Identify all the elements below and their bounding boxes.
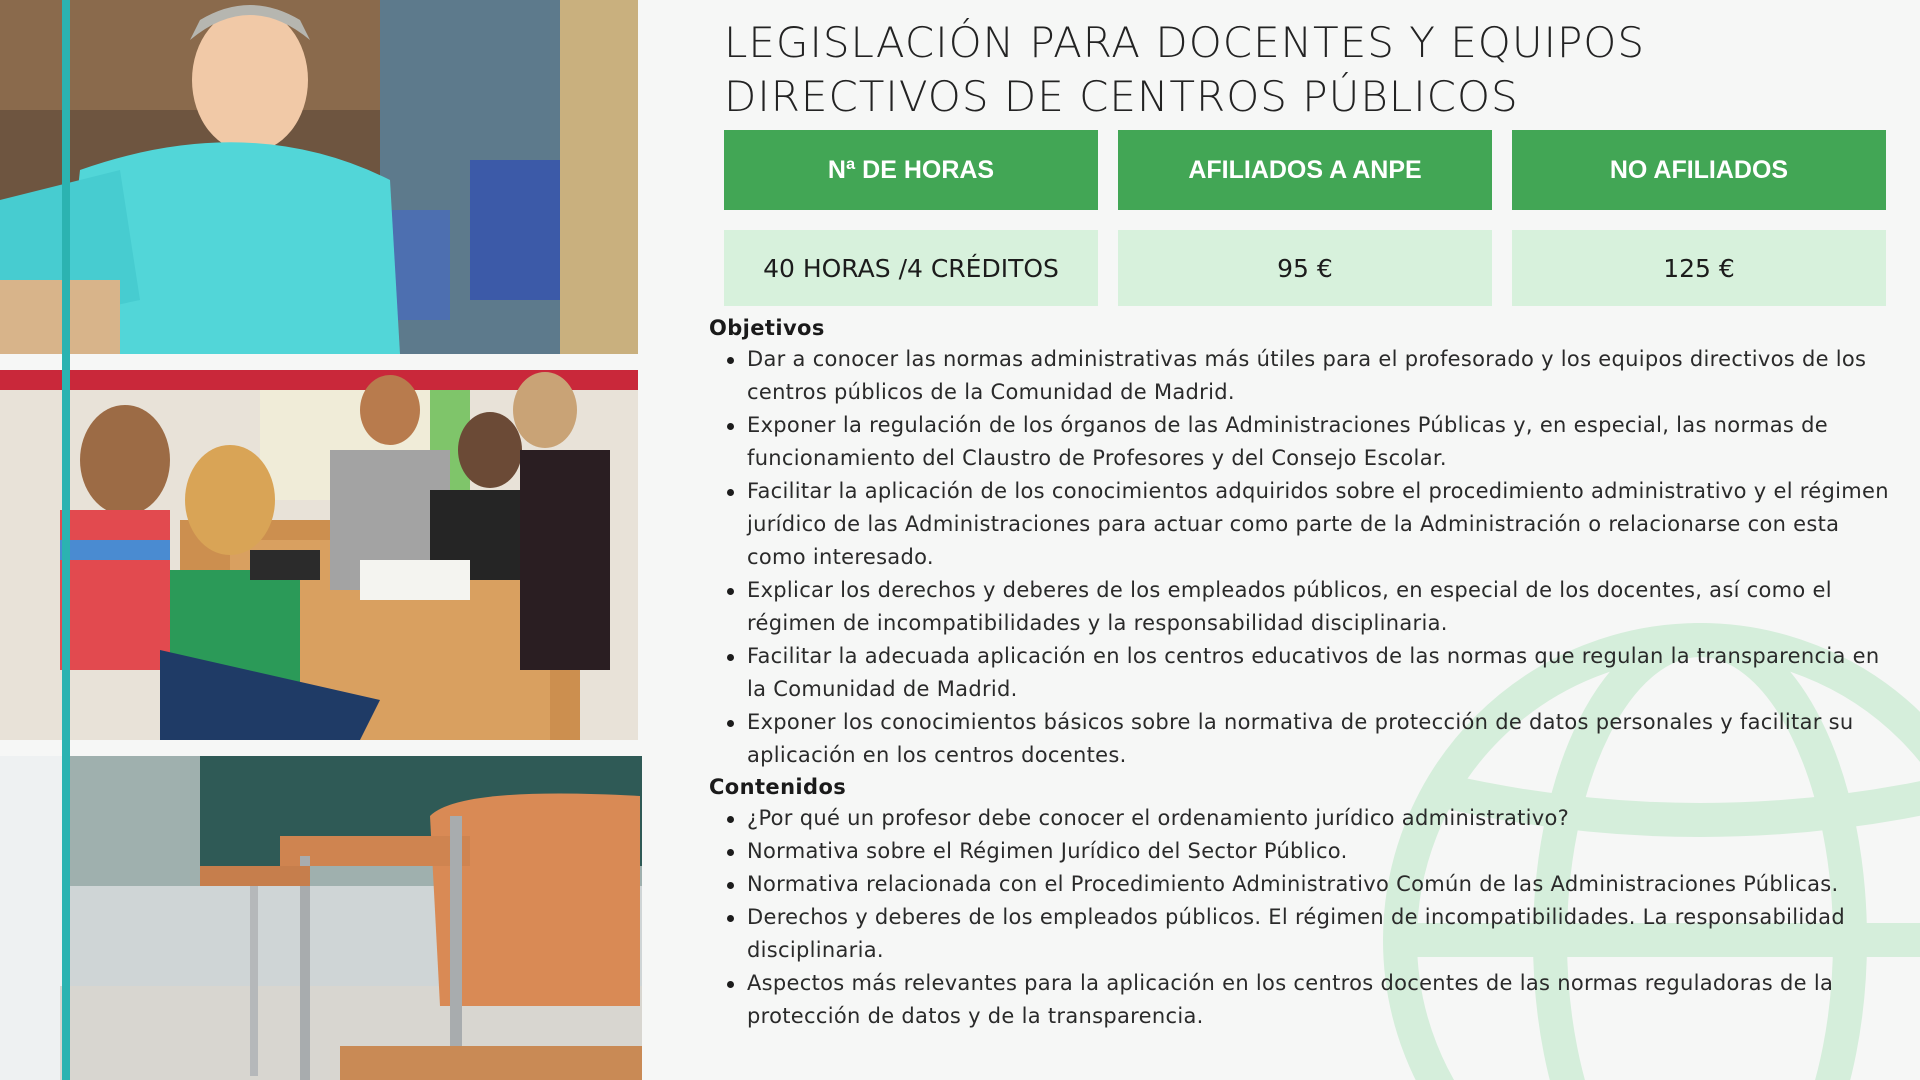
- course-content: [700, 0, 1900, 1080]
- header-non-members: NO AFILIADOS: [1512, 130, 1886, 210]
- teacher-portrait-photo: [0, 0, 638, 354]
- price-table-header-row: [724, 130, 1887, 210]
- list-item: Dar a conocer las normas administrativas más útiles para el profesorado y los equipos directivos de los centros públicos de la Comunidad de Madrid.: [709, 343, 1899, 409]
- course-description: [709, 313, 1899, 1033]
- classroom-meeting-photo: [0, 370, 638, 740]
- header-members: AFILIADOS A ANPE: [1118, 130, 1492, 210]
- header-hours: Nª DE HORAS: [724, 130, 1098, 210]
- value-members-price: 95 €: [1118, 230, 1492, 306]
- teal-accent-line: [62, 0, 70, 1080]
- value-hours: 40 HORAS /4 CRÉDITOS: [724, 230, 1098, 306]
- contenidos-list: [709, 802, 1899, 1033]
- contenidos-heading: Contenidos: [709, 775, 847, 799]
- list-item: Normativa relacionada con el Procedimiento Administrativo Común de las Administraciones Públicas.: [709, 868, 1899, 901]
- list-item: Exponer los conocimientos básicos sobre la normativa de protección de datos personales y facilitar su aplicación en los centros docentes.: [709, 706, 1899, 772]
- page-title: LEGISLACIÓN PARA DOCENTES Y EQUIPOS DIRECTIVOS DE CENTROS PÚBLICOS: [724, 18, 1646, 121]
- objetivos-list: [709, 343, 1899, 772]
- price-table: [724, 130, 1887, 306]
- objetivos-heading: Objetivos: [709, 316, 825, 340]
- empty-classroom-photo: [0, 756, 642, 1080]
- photo-column: [0, 0, 642, 1080]
- value-non-members-price: 125 €: [1512, 230, 1886, 306]
- price-table-value-row: [724, 230, 1887, 306]
- list-item: ¿Por qué un profesor debe conocer el ordenamiento jurídico administrativo?: [709, 802, 1899, 835]
- list-item: Aspectos más relevantes para la aplicación en los centros docentes de las normas reguladoras de la protección de datos y de la transparencia.: [709, 967, 1899, 1033]
- list-item: Exponer la regulación de los órganos de las Administraciones Públicas y, en especial, las normas de funcionamiento del Claustro de Profesores y del Consejo Escolar.: [709, 409, 1899, 475]
- list-item: Derechos y deberes de los empleados públicos. El régimen de incompatibilidades. La responsabilidad disciplinaria.: [709, 901, 1899, 967]
- list-item: Facilitar la aplicación de los conocimientos adquiridos sobre el procedimiento administrativo y el régimen jurídico de las Administraciones para actuar como parte de la Administración o relacionarse con esta como interesado.: [709, 475, 1899, 574]
- list-item: Facilitar la adecuada aplicación en los centros educativos de las normas que regulan la transparencia en la Comunidad de Madrid.: [709, 640, 1899, 706]
- list-item: Normativa sobre el Régimen Jurídico del Sector Público.: [709, 835, 1899, 868]
- list-item: Explicar los derechos y deberes de los empleados públicos, en especial de los docentes, así como el régimen de incompatibilidades y la responsabilidad disciplinaria.: [709, 574, 1899, 640]
